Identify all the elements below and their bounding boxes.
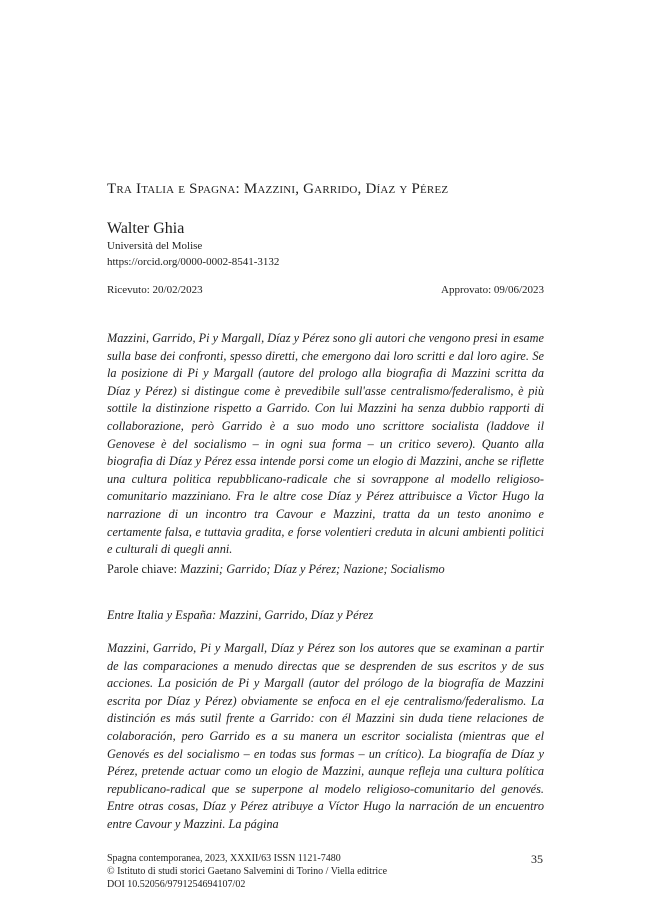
abstract-spanish: Mazzini, Garrido, Pi y Margall, Díaz y Pérez son los autores que se examinan a partir de las comparaciones a menudo directas que se desprenden de sus escritos y de sus acciones. La posición de Pi y Margall (autor del prólogo de la biografía de Mazzini escrita por Díaz y Pérez) obviamente se enfoca en el eje centralismo/federalismo. La distinción es más sutil frente a Garrido: con él Mazzini sin duda tiene relaciones de colaboración, pero Garrido es a su manera un escritor socialista (mientras que el Genovés es del socialismo – en todas sus formas – un crítico). La biografía de Díaz y Pérez, pretende actuar como un elogio de Mazzini, aunque refleja una cultura política republicano-radical que se superpone al modelo religioso-comunitario del genovés. Entre otras cosas, Díaz y Pérez atribuye a Víctor Hugo la narración de un encuentro entre Cavour y Mazzini. La página — [107, 641, 544, 831]
keywords-values: Mazzini; Garrido; Díaz y Pérez; Nazione; Socialismo — [180, 562, 445, 576]
author-affiliation: Università del Molise — [107, 240, 203, 252]
article-title: Tra Italia e Spagna: Mazzini, Garrido, Díaz y Pérez — [107, 181, 449, 197]
approved-date: Approvato: 09/06/2023 — [441, 284, 544, 296]
received-date: Ricevuto: 20/02/2023 — [107, 284, 203, 296]
footer-copyright: © Istituto di studi storici Gaetano Salvemini di Torino / Viella editrice — [107, 866, 388, 877]
footer-journal: Spagna contemporanea, 2023, XXXII/63 ISSN 1121-7480 — [107, 853, 341, 864]
page-number: 35 — [531, 852, 543, 866]
author-orcid-link[interactable]: https://orcid.org/0000-0002-8541-3132 — [107, 256, 280, 268]
abstract-italian: Mazzini, Garrido, Pi y Margall, Díaz y Pérez sono gli autori che vengono presi in esame sulla base dei confronti, spesso diretti, che emergono dai loro scritti e dal loro agire. Se la posizione di Pi y Margall (autore del prologo alla biografia di Mazzini scritta da Díaz y Pérez) si distingue come è prevedibile sull'asse centralismo/federalismo, è più sottile la distinzione rispetto a Garrido. Con lui Mazzini ha senza dubbio rapporti di collaborazione, però Garrido è a suo modo uno scrittore socialista (laddove il Genovese è del socialismo – in ogni sua forma – un critico severo). Quanto alla biografia di Díaz y Pérez essa intende porsi come un elogio di Mazzini, anche se riflette una cultura politica repubblicano-radicale che si sovrappone al modello religioso-comunitario mazziniano. Fra le altre cose Díaz y Pérez attribuisce a Victor Hugo la narrazione di un incontro tra Cavour e Mazzini, tratta da un testo anonimo e certamente falsa, e tuttavia gradita, e forse volentieri creduta in alcuni ambienti politici e culturali di quegli anni. — [107, 331, 544, 557]
page-footer — [107, 852, 544, 891]
keywords-label: Parole chiave: — [107, 562, 181, 576]
author-name: Walter Ghia — [107, 220, 185, 237]
spanish-title: Entre Italia y España: Mazzini, Garrido, Díaz y Pérez — [107, 608, 374, 622]
footer-doi: DOI 10.52056/9791254694107/02 — [107, 879, 246, 890]
keywords — [107, 562, 544, 577]
